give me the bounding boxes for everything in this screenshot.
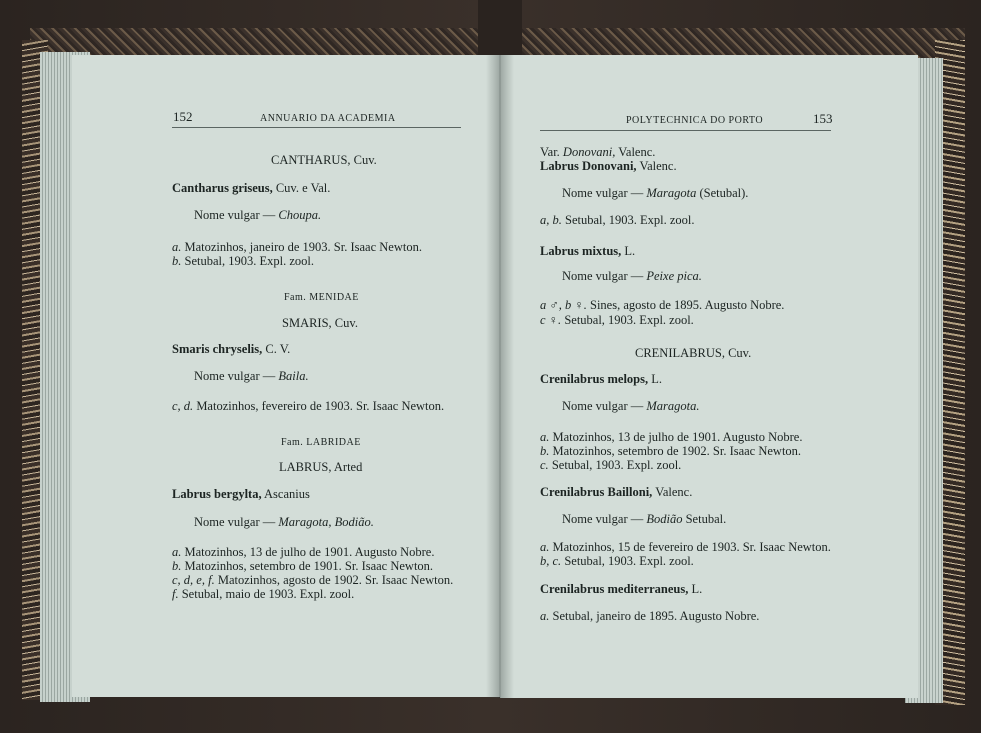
record-text: Matozinhos, setembro de 1902. Sr. Isaac Newton.	[552, 444, 802, 458]
vulgar-suffix: (Setubal).	[699, 186, 749, 200]
specimen-record	[540, 540, 831, 554]
record-text: Setubal, janeiro de 1895. Augusto Nobre.	[552, 609, 760, 623]
specimen-record	[540, 444, 801, 458]
vulgar-name: Baila.	[278, 369, 309, 383]
record-key: b.	[540, 444, 550, 458]
record-text: Setubal, 1903. Expl. zool.	[564, 554, 694, 568]
vulgar-name: Maragota.	[646, 399, 700, 413]
record-key: b.	[172, 254, 182, 268]
species-entry	[172, 487, 310, 501]
vulgar-prefix: Nome vulgar —	[194, 369, 279, 383]
species-name: Crenilabrus melops,	[540, 372, 649, 386]
species-name: Labrus Donovani,	[540, 159, 637, 173]
record-text: Setubal, 1903. Expl. zool.	[184, 254, 314, 268]
vulgar-prefix: Nome vulgar —	[194, 208, 279, 222]
record-key: c.	[540, 458, 549, 472]
species-name: Crenilabrus Bailloni,	[540, 485, 653, 499]
header-rule	[540, 130, 831, 131]
record-key: b.	[172, 559, 182, 573]
vulgar-name: Bodião	[646, 512, 683, 526]
right-page	[500, 55, 918, 698]
specimen-record	[540, 430, 802, 444]
vulgar-name-line	[562, 512, 726, 526]
record-text: Matozinhos, 15 de fevereiro de 1903. Sr. Isaac Newton.	[552, 540, 831, 554]
page-number: 152	[173, 109, 193, 124]
genus-heading: CANTHARUS, Cuv.	[271, 153, 377, 167]
species-author: Valenc.	[655, 485, 693, 499]
record-key: a.	[540, 540, 550, 554]
species-name: Labrus bergylta,	[172, 487, 262, 501]
running-head: ANNUARIO DA ACADEMIA	[260, 113, 396, 124]
species-name: Smaris chryselis,	[172, 342, 263, 356]
vulgar-prefix: Nome vulgar —	[562, 399, 647, 413]
vulgar-name: Peixe pica.	[646, 269, 702, 283]
family-heading: Fam. MENIDAE	[284, 292, 359, 303]
vulgar-name-line	[562, 399, 699, 413]
record-text: Setubal, 1903. Expl. zool.	[565, 213, 695, 227]
species-author: Valenc.	[639, 159, 677, 173]
species-author: L.	[651, 372, 663, 386]
record-text: Matozinhos, janeiro de 1903. Sr. Isaac Newton.	[184, 240, 422, 254]
record-key: a ♂, b ♀.	[540, 298, 587, 312]
species-entry	[540, 582, 702, 596]
specimen-record	[172, 559, 433, 573]
species-entry	[540, 159, 677, 173]
record-key: c, d.	[172, 399, 194, 413]
species-entry	[540, 244, 635, 258]
record-text: Setubal, 1903. Expl. zool.	[551, 458, 682, 472]
specimen-record	[172, 545, 434, 559]
species-author: L.	[691, 582, 703, 596]
record-key: a.	[172, 545, 182, 559]
family-heading: Fam. LABRIDAE	[281, 437, 361, 448]
specimen-record	[540, 298, 784, 312]
record-text: Matozinhos, agosto de 1902. Sr. Isaac Newton.	[217, 573, 454, 587]
record-text: Sines, agosto de 1895. Augusto Nobre.	[590, 298, 785, 312]
specimen-record	[172, 399, 444, 413]
specimen-record	[172, 573, 453, 587]
vulgar-name-line	[194, 208, 321, 222]
page-number: 153	[813, 111, 833, 126]
specimen-record	[540, 313, 694, 327]
species-entry	[540, 485, 692, 499]
record-key: c, d, e, f.	[172, 573, 215, 587]
spine-shadow	[478, 0, 522, 60]
vulgar-name-line	[562, 186, 748, 200]
genus-heading: CRENILABRUS, Cuv.	[635, 346, 752, 360]
genus-heading: LABRUS, Arted	[279, 460, 363, 474]
vulgar-name: Choupa.	[278, 208, 322, 222]
specimen-record	[540, 554, 694, 568]
species-name: Cantharus griseus,	[172, 181, 273, 195]
genus-heading: SMARIS, Cuv.	[282, 316, 358, 330]
variety-name: Donovani,	[562, 145, 616, 159]
species-author: Cuv. e Val.	[275, 181, 331, 195]
species-author: L.	[624, 244, 636, 258]
record-key: c ♀.	[540, 313, 562, 327]
running-head: POLYTECHNICA DO PORTO	[626, 115, 764, 126]
specimen-record	[172, 254, 314, 268]
record-key: a.	[540, 609, 550, 623]
vulgar-name-line	[562, 269, 702, 283]
record-key: a, b.	[540, 213, 562, 227]
species-author: C. V.	[265, 342, 291, 356]
record-text: Matozinhos, 13 de julho de 1901. Augusto Nobre.	[184, 545, 435, 559]
species-entry	[172, 342, 290, 356]
variety-prefix: Var.	[540, 145, 560, 159]
left-page	[72, 55, 500, 697]
record-key: f.	[172, 587, 179, 601]
record-key: a.	[540, 430, 550, 444]
vulgar-suffix: Setubal.	[685, 512, 727, 526]
species-entry	[172, 181, 330, 195]
record-text: Matozinhos, 13 de julho de 1901. Augusto Nobre.	[552, 430, 803, 444]
specimen-record	[540, 609, 759, 623]
variety-line	[540, 145, 655, 159]
vulgar-name: Maragota	[646, 186, 697, 200]
species-name: Crenilabrus mediterraneus,	[540, 582, 689, 596]
record-text: Matozinhos, fevereiro de 1903. Sr. Isaac Newton.	[196, 399, 445, 413]
vulgar-prefix: Nome vulgar —	[194, 515, 279, 529]
record-text: Setubal, 1903. Expl. zool.	[564, 313, 694, 327]
book-gutter	[486, 55, 514, 698]
variety-author: Valenc.	[618, 145, 656, 159]
header-rule	[172, 127, 461, 128]
specimen-record	[172, 240, 422, 254]
specimen-record	[540, 458, 681, 472]
species-name: Labrus mixtus,	[540, 244, 622, 258]
vulgar-prefix: Nome vulgar —	[562, 269, 647, 283]
specimen-record	[172, 587, 354, 601]
record-key: a.	[172, 240, 182, 254]
record-key: b, c.	[540, 554, 562, 568]
vulgar-prefix: Nome vulgar —	[562, 512, 647, 526]
vulgar-name-line	[194, 369, 309, 383]
species-entry	[540, 372, 662, 386]
species-author: Ascanius	[264, 487, 310, 501]
vulgar-name-line	[194, 515, 374, 529]
record-text: Setubal, maio de 1903. Expl. zool.	[181, 587, 355, 601]
specimen-record	[540, 213, 695, 227]
record-text: Matozinhos, setembro de 1901. Sr. Isaac Newton.	[184, 559, 434, 573]
vulgar-name: Maragota, Bodião.	[278, 515, 374, 529]
vulgar-prefix: Nome vulgar —	[562, 186, 647, 200]
